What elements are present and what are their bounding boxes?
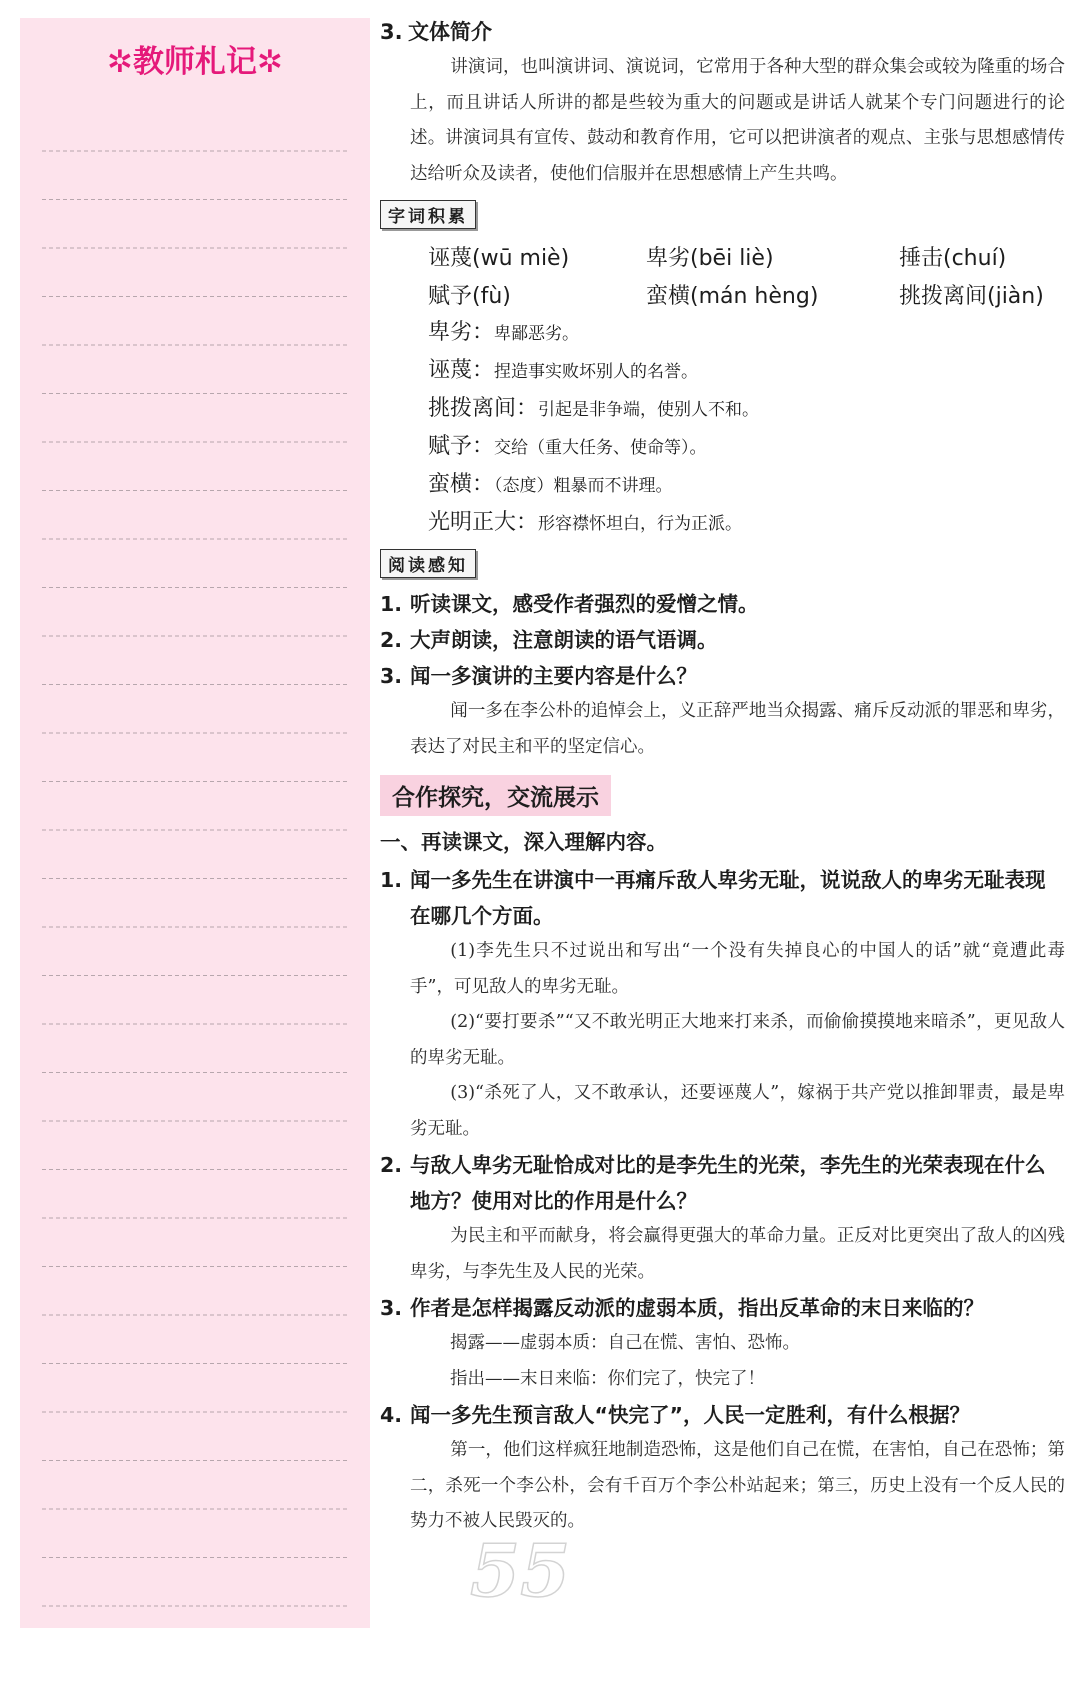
question-2 <box>380 1147 1065 1219</box>
answer-paragraph: 第一，他们这样疯狂地制造恐怖，这是他们自己在慌，在害怕，自己在恐怖；第二，杀死一个李公朴，会有千百万个李公朴站起来；第三，历史上没有一个反人民的势力不被人民毁灭的。 <box>410 1440 1065 1531</box>
vocab-word: 赋予(fù) <box>428 283 511 309</box>
question-num: 3. <box>380 664 403 688</box>
definition-text: 卑鄙恶劣。 <box>494 324 580 344</box>
reading-question <box>380 658 1065 694</box>
vocab-tag: 字词积累 <box>380 200 476 229</box>
question-num: 4. <box>380 1403 403 1427</box>
sidebar-title: ✲教师札记✲ <box>107 44 283 80</box>
intro-heading-text: 文体简介 <box>408 20 492 44</box>
definition-term: 挑拨离间： <box>428 396 539 421</box>
definition-item <box>428 389 1065 427</box>
answer-line: 揭露——虚弱本质：自己在慌、害怕、恐怖。 <box>450 1333 800 1353</box>
answer-line: 指出——末日来临：你们完了，快完了！ <box>450 1368 765 1389</box>
definition-term: 光明正大： <box>428 510 539 535</box>
question-4 <box>380 1397 1065 1433</box>
answer-paragraph: (3)“杀死了人，又不敢承认，还要诬蔑人”，嫁祸于共产党以推卸罪责，最是卑劣无耻。 <box>410 1083 1065 1139</box>
definition-text: 捏造事实败坏别人的名誉。 <box>494 362 699 382</box>
question-text: 听读课文，感受作者强烈的爱憎之情。 <box>410 592 759 616</box>
teacher-notes-sidebar <box>20 18 370 1628</box>
sub-heading: 一、再读课文，深入理解内容。 <box>380 830 667 854</box>
vocab-words <box>428 237 1065 313</box>
definition-term: 赋予： <box>428 434 495 459</box>
vocab-word: 卑劣(bēi liè) <box>646 245 774 271</box>
intro-paragraph: 讲演词，也叫演讲词、演说词，它常用于各种大型的群众集会或较为隆重的场合上，而且讲话人所讲的都是些较为重大的问题或是讲话人就某个专门问题进行的论述。讲演词具有宣传、鼓动和教育作用，它可以把讲演者的观点、主张与思想感情传达给听众及读者，使他们信服并在思想感情上产生共鸣。 <box>410 57 1065 184</box>
definition-text: 引起是非争端，使别人不和。 <box>538 400 760 420</box>
definition-term: 诬蔑： <box>428 358 495 383</box>
reading-answer: 闻一多在李公朴的追悼会上，义正辞严地当众揭露、痛斥反动派的罪恶和卑劣，表达了对民主和平的坚定信心。 <box>410 701 1065 757</box>
question-3 <box>380 1290 1065 1326</box>
definition-item <box>428 351 1065 389</box>
vocab-word: 蛮横(mán hèng) <box>646 283 819 309</box>
vocab-row <box>428 237 1065 275</box>
vocab-word: 捶击(chuí) <box>899 245 1007 271</box>
question-num: 2. <box>380 1153 403 1177</box>
question-text: 大声朗读，注意朗读的语气语调。 <box>410 628 718 652</box>
definition-term: 卑劣： <box>428 320 495 345</box>
definition-text: 形容襟怀坦白，行为正派。 <box>538 514 743 534</box>
definition-text: 交给（重大任务、使命等）。 <box>494 438 707 458</box>
question-text: 与敌人卑劣无耻恰成对比的是李先生的光荣，李先生的光荣表现在什么地方？使用对比的作用是什么？ <box>410 1153 1046 1213</box>
page-number: 55 <box>470 1528 571 1613</box>
answer-paragraph: 为民主和平而献身，将会赢得更强大的革命力量。正反对比更突出了敌人的凶残卑劣，与李先生及人民的光荣。 <box>410 1226 1065 1282</box>
note-lines <box>42 103 348 1628</box>
definition-text: （态度）粗暴而不讲理。 <box>494 476 673 496</box>
question-text: 闻一多先生在讲演中一再痛斥敌人卑劣无耻，说说敌人的卑劣无耻表现在哪几个方面。 <box>410 868 1046 928</box>
question-num: 1. <box>380 592 403 616</box>
vocab-definitions <box>428 313 1065 541</box>
vocab-word: 诬蔑(wū miè) <box>428 245 570 271</box>
question-num: 1. <box>380 868 403 892</box>
answer-paragraph: (1)李先生只不过说出和写出“一个没有失掉良心的中国人的话”就“竟遭此毒手”，可见敌人的卑劣无耻。 <box>410 941 1065 997</box>
section-title: 合作探究，交流展示 <box>380 775 611 816</box>
reading-question <box>380 622 1065 658</box>
intro-heading-num: 3. <box>380 20 403 44</box>
vocab-row <box>428 275 1065 313</box>
question-num: 3. <box>380 1296 403 1320</box>
intro-heading <box>380 14 1065 50</box>
question-num: 2. <box>380 628 403 652</box>
definition-term: 蛮横： <box>428 472 495 497</box>
question-text: 闻一多先生预言敌人“快完了”，人民一定胜利，有什么根据？ <box>410 1403 970 1427</box>
answer-paragraph: (2)“要打要杀”“又不敢光明正大地来打来杀，而偷偷摸摸地来暗杀”，更见敌人的卑劣无耻。 <box>410 1012 1065 1068</box>
definition-item <box>428 427 1065 465</box>
question-text: 闻一多演讲的主要内容是什么？ <box>410 664 697 688</box>
question-text: 作者是怎样揭露反动派的虚弱本质，指出反革命的末日来临的？ <box>410 1296 984 1320</box>
reading-tag: 阅读感知 <box>380 549 476 578</box>
reading-question <box>380 586 1065 622</box>
definition-item <box>428 503 1065 541</box>
question-1 <box>380 862 1065 934</box>
vocab-word: 挑拨离间(jiàn) <box>899 283 1044 309</box>
main-content <box>380 14 1065 1540</box>
definition-item <box>428 465 1065 503</box>
definition-item <box>428 313 1065 351</box>
